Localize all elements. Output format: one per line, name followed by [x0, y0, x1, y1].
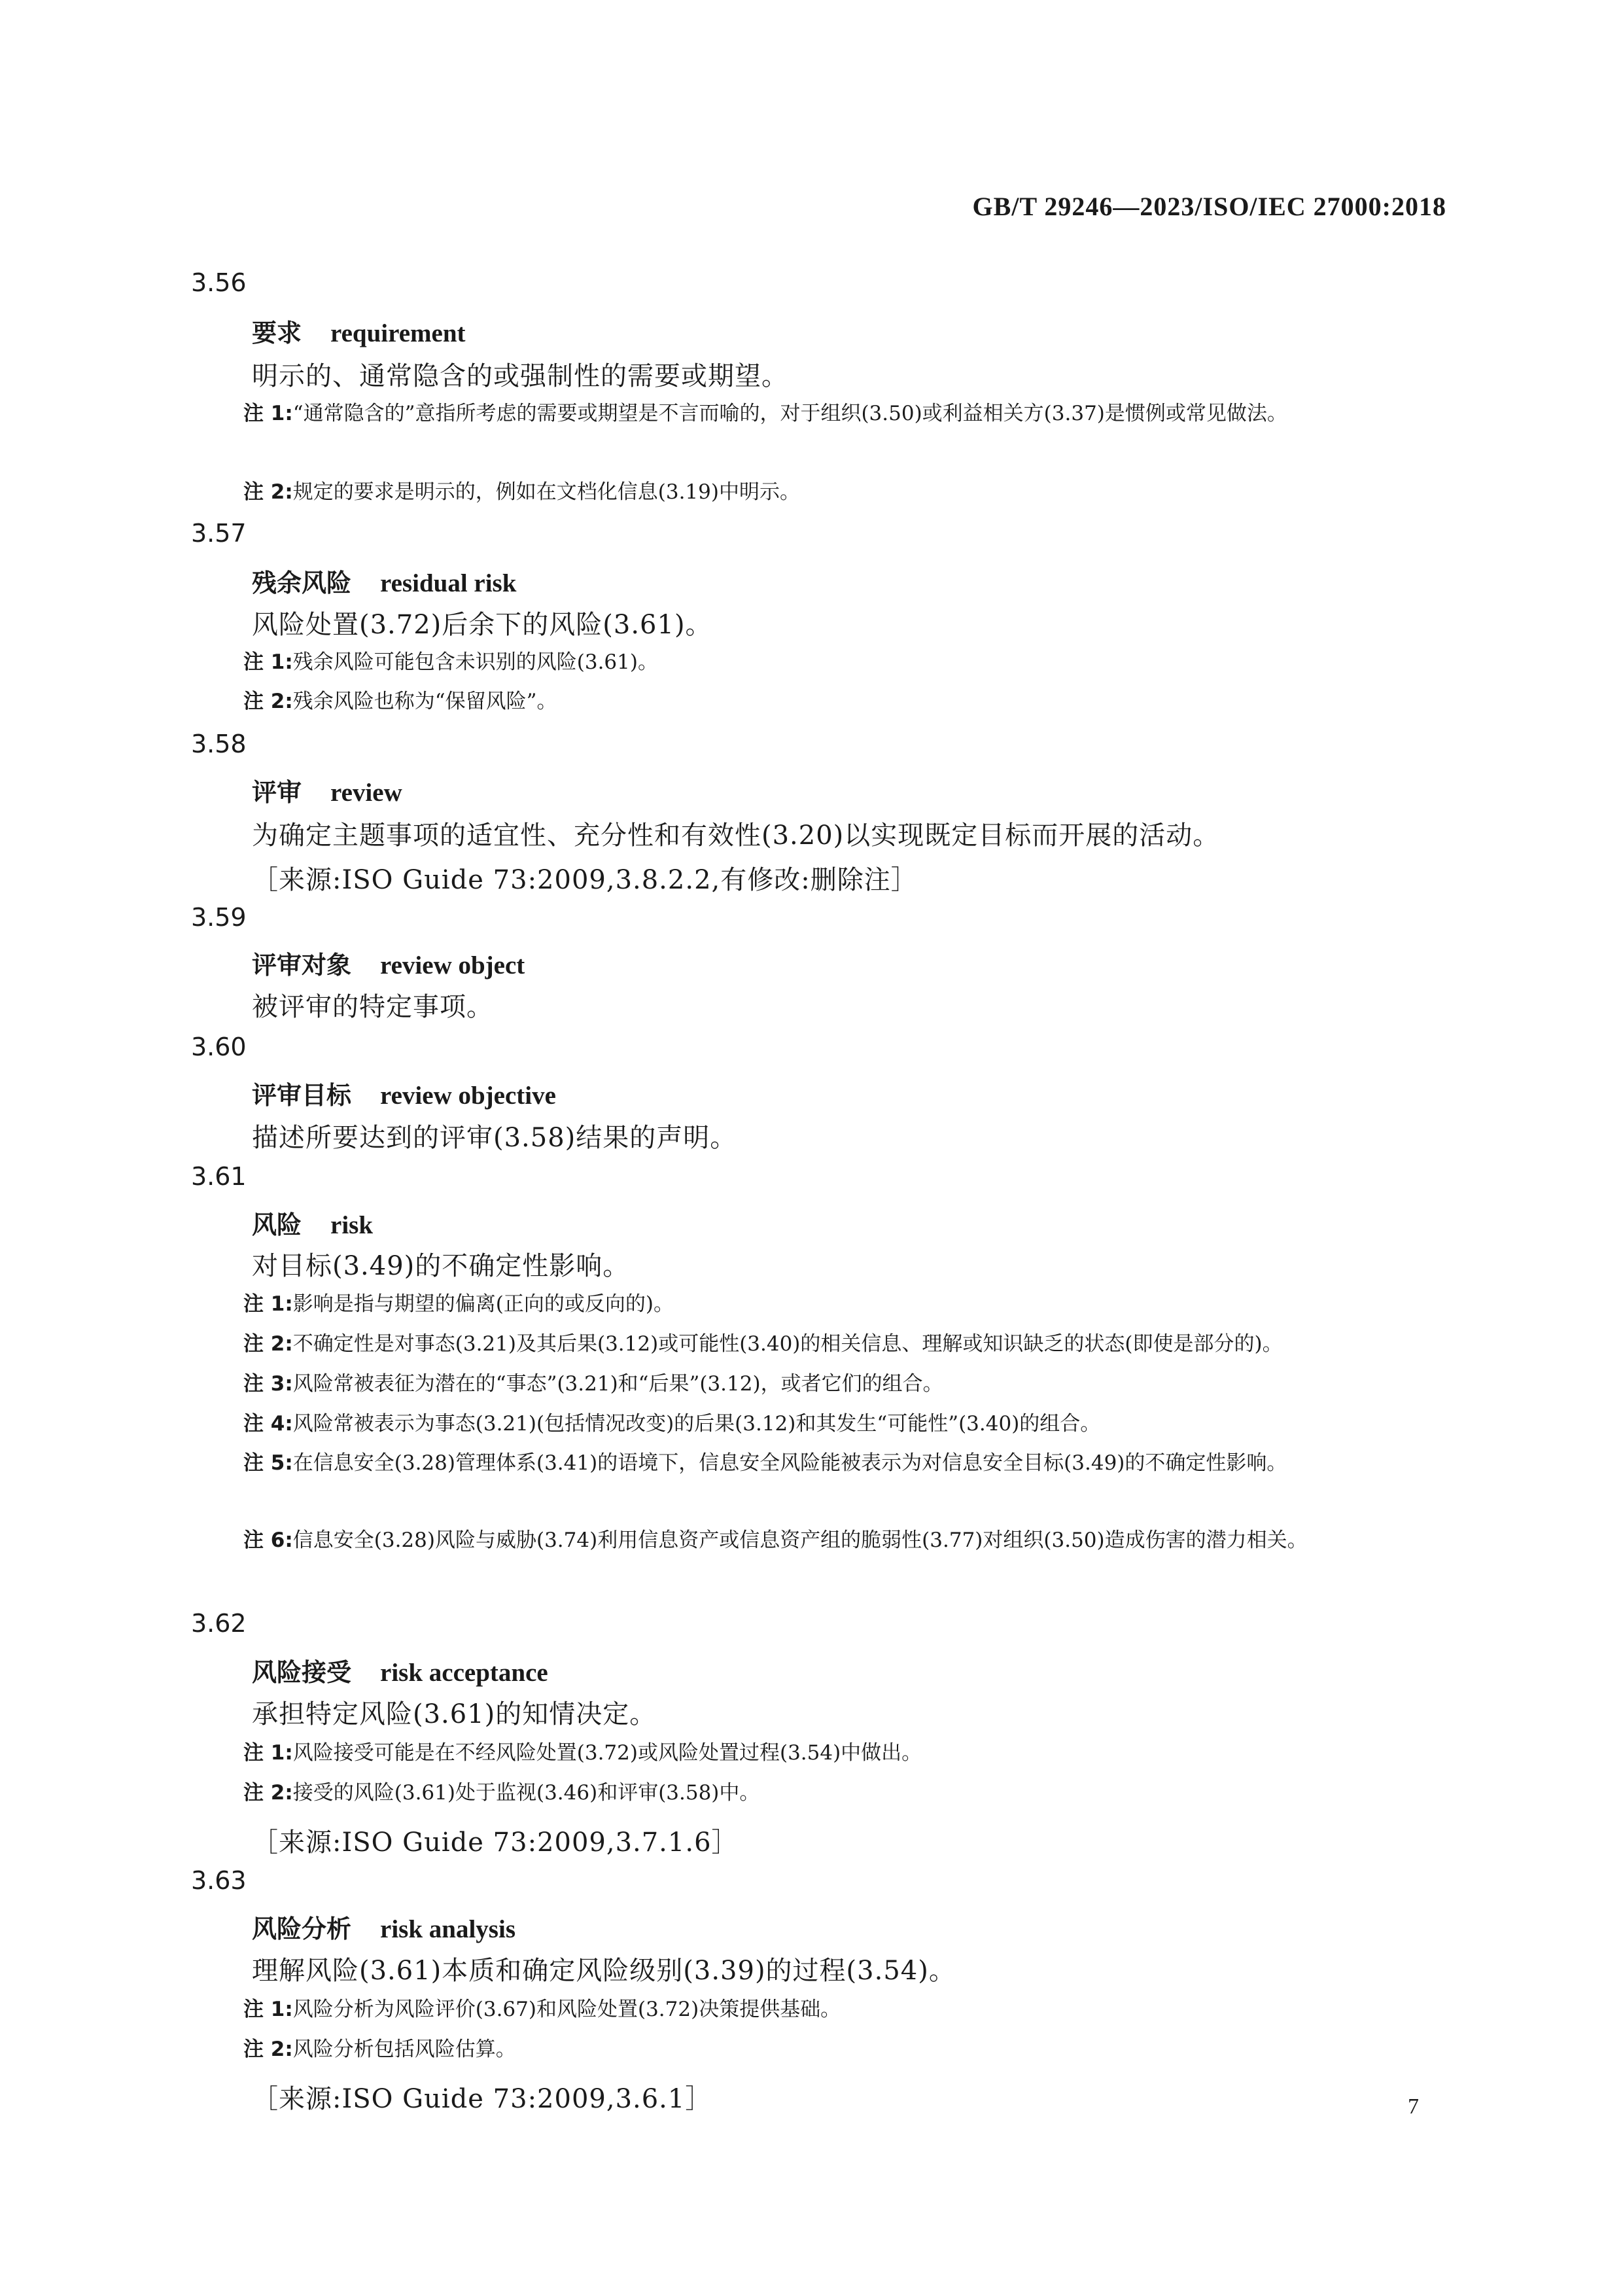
- term-zh: 评审: [252, 778, 302, 807]
- term-note: [243, 1405, 1509, 1443]
- term-zh: 评审目标: [252, 1081, 352, 1110]
- source-citation: ［来源:ISO Guide 73:2009,3.6.1］: [252, 2084, 712, 2114]
- page-number: 7: [1408, 2094, 1419, 2119]
- term-note: [243, 2030, 1509, 2068]
- term-note: [243, 682, 1509, 720]
- term-note: [243, 1774, 1509, 1812]
- note-label: 注 2:: [243, 690, 293, 713]
- term-zh: 要求: [252, 319, 302, 347]
- term-title: [252, 1205, 373, 1241]
- term-note: [243, 1990, 1509, 2028]
- source-citation: ［来源:ISO Guide 73:2009,3.7.1.6］: [252, 1828, 739, 1858]
- term-title: [252, 772, 402, 808]
- term-number: 3.58: [191, 730, 247, 758]
- term-note: [243, 395, 1509, 433]
- note-text: 风险分析为风险评价(3.67)和风险处置(3.72)决策提供基础。: [292, 1998, 841, 2021]
- term-definition: 被评审的特定事项。: [252, 992, 493, 1022]
- note-text: 影响是指与期望的偏离(正向的或反向的)。: [292, 1292, 674, 1316]
- standard-header: GB/T 29246—2023/ISO/IEC 27000:2018: [972, 192, 1446, 221]
- term-en: review objective: [380, 1082, 556, 1110]
- term-zh: 风险接受: [252, 1658, 352, 1687]
- term-number: 3.60: [191, 1033, 247, 1061]
- term-note: [243, 1521, 1509, 1559]
- note-text: “通常隐含的”意指所考虑的需要或期望是不言而喻的，对于组织(3.50)或利益相关方(3.37)是惯例或常见做法。: [292, 402, 1287, 425]
- note-label: 注 5:: [243, 1451, 293, 1475]
- term-en: residual risk: [380, 569, 517, 597]
- note-text: 残余风险可能包含未识别的风险(3.61)。: [292, 650, 658, 674]
- source-citation: ［来源:ISO Guide 73:2009,3.8.2.2,有修改:删除注］: [252, 865, 918, 895]
- term-note: [243, 1325, 1509, 1363]
- term-zh: 风险: [252, 1210, 302, 1239]
- term-number: 3.61: [191, 1162, 247, 1191]
- note-text: 风险分析包括风险估算。: [292, 2038, 516, 2061]
- term-definition: 承担特定风险(3.61)的知情决定。: [252, 1699, 657, 1729]
- term-en: requirement: [330, 319, 466, 347]
- note-label: 注 1:: [243, 650, 293, 674]
- note-label: 注 1:: [243, 402, 293, 425]
- term-number: 3.63: [191, 1866, 247, 1895]
- term-definition: 描述所要达到的评审(3.58)结果的声明。: [252, 1123, 737, 1153]
- term-en: risk acceptance: [380, 1659, 548, 1687]
- term-note: [243, 643, 1509, 681]
- note-label: 注 2:: [243, 1781, 293, 1805]
- term-zh: 评审对象: [252, 951, 352, 980]
- term-en: risk: [330, 1211, 374, 1239]
- term-note: [243, 1734, 1509, 1772]
- note-text: 风险常被表征为潜在的“事态”(3.21)和“后果”(3.12)，或者它们的组合。: [292, 1372, 943, 1396]
- note-label: 注 3:: [243, 1372, 293, 1396]
- term-title: [252, 945, 525, 981]
- note-label: 注 1:: [243, 1292, 293, 1316]
- note-text: 接受的风险(3.61)处于监视(3.46)和评审(3.58)中。: [292, 1781, 760, 1805]
- note-label: 注 4:: [243, 1412, 293, 1436]
- term-note: [243, 1444, 1509, 1482]
- note-text: 残余风险也称为“保留风险”。: [292, 690, 557, 713]
- term-note: [243, 473, 1509, 511]
- note-text: 不确定性是对事态(3.21)及其后果(3.12)或可能性(3.40)的相关信息、理解或知识缺乏的状态(即使是部分的)。: [292, 1332, 1283, 1356]
- term-note: [243, 1365, 1509, 1403]
- term-title: [252, 563, 516, 599]
- term-title: [252, 1075, 556, 1111]
- note-text: 规定的要求是明示的，例如在文档化信息(3.19)中明示。: [292, 480, 800, 504]
- term-zh: 残余风险: [252, 569, 352, 597]
- note-text: 风险常被表示为事态(3.21)(包括情况改变)的后果(3.12)和其发生“可能性”(3.40)的组合。: [292, 1412, 1101, 1436]
- term-number: 3.56: [191, 268, 247, 297]
- note-text: 信息安全(3.28)风险与威胁(3.74)利用信息资产或信息资产组的脆弱性(3.77)对组织(3.50)造成伤害的潜力相关。: [292, 1528, 1308, 1552]
- term-en: risk analysis: [380, 1915, 515, 1943]
- term-definition: 为确定主题事项的适宜性、充分性和有效性(3.20)以实现既定目标而开展的活动。: [252, 821, 1220, 851]
- note-label: 注 2:: [243, 1332, 293, 1356]
- term-title: [252, 1909, 515, 1945]
- note-label: 注 1:: [243, 1741, 293, 1765]
- term-definition: 理解风险(3.61)本质和确定风险级别(3.39)的过程(3.54)。: [252, 1956, 956, 1986]
- term-number: 3.57: [191, 519, 247, 548]
- note-text: 在信息安全(3.28)管理体系(3.41)的语境下，信息安全风险能被表示为对信息安全目标(3.49)的不确定性影响。: [292, 1451, 1287, 1475]
- note-label: 注 2:: [243, 2038, 293, 2061]
- term-definition: 对目标(3.49)的不确定性影响。: [252, 1251, 630, 1281]
- term-note: [243, 1285, 1509, 1323]
- term-definition: 明示的、通常隐含的或强制性的需要或期望。: [252, 361, 788, 391]
- term-zh: 风险分析: [252, 1915, 352, 1943]
- note-label: 注 6:: [243, 1528, 293, 1552]
- term-definition: 风险处置(3.72)后余下的风险(3.61)。: [252, 610, 712, 640]
- term-number: 3.59: [191, 903, 247, 932]
- note-label: 注 1:: [243, 1998, 293, 2021]
- term-number: 3.62: [191, 1609, 247, 1638]
- term-title: [252, 313, 466, 349]
- note-label: 注 2:: [243, 480, 293, 504]
- term-en: review object: [380, 951, 525, 980]
- term-title: [252, 1652, 548, 1688]
- note-text: 风险接受可能是在不经风险处置(3.72)或风险处置过程(3.54)中做出。: [292, 1741, 922, 1765]
- term-en: review: [330, 779, 402, 807]
